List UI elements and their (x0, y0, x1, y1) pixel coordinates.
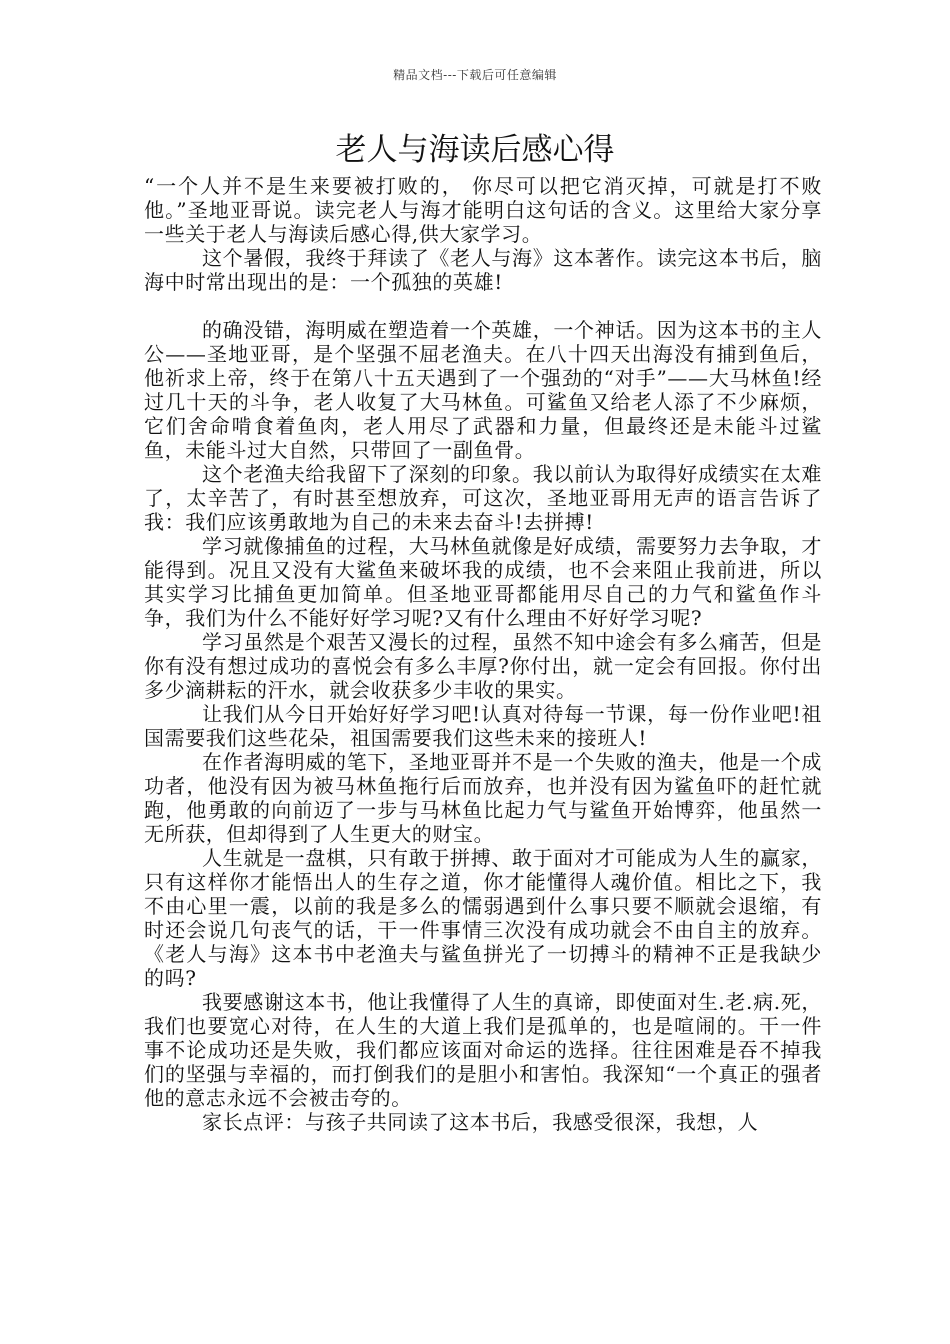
paragraph: 在作者海明威的笔下，圣地亚哥并不是一个失败的渔夫，他是一个成功者，他没有因为被马林鱼拖行后而放弃，也并没有因为鲨鱼吓的赶忙就跑，他勇敢的向前迈了一步与马林鱼比起力气与鲨鱼开始博弈，他虽然一无所获，但却得到了人生更大的财宝。 (144, 750, 822, 846)
paragraph: 学习就像捕鱼的过程，大马林鱼就像是好成绩，需要努力去争取，才能得到。况且又没有大鲨鱼来破坏我的成绩，也不会来阻止我前进，所以其实学习比捕鱼更加简单。但圣地亚哥都能用尽自己的力气和鲨鱼作斗争，我们为什么不能好好学习呢?又有什么理由不好好学习呢? (144, 534, 822, 630)
document-title: 老人与海读后感心得 (335, 132, 615, 168)
paragraph-parent-comment: 家长点评：与孩子共同读了这本书后，我感受很深，我想，人 (202, 1110, 759, 1134)
paragraph: 的确没错，海明威在塑造着一个英雄，一个神话。因为这本书的主人公——圣地亚哥，是个坚强不屈老渔夫。在八十四天出海没有捕到鱼后，他祈求上帝，终于在第八十五天遇到了一个强劲的“对手”——大马林鱼!经过几十天的斗争，老人收复了大马林鱼。可鲨鱼又给老人添了不少麻烦，它们舍命啃食着鱼肉，老人用尽了武器和力量，但最终还是未能斗过鲨鱼，未能斗过大自然，只带回了一副鱼骨。 (144, 318, 822, 462)
paragraph: 让我们从今日开始好好学习吧!认真对待每一节课，每一份作业吧!祖国需要我们这些花朵，祖国需要我们这些未来的接班人! (144, 702, 822, 750)
paragraph: 人生就是一盘棋，只有敢于拼搏、敢于面对才可能成为人生的赢家，只有这样你才能悟出人的生存之道，你才能懂得人魂价值。相比之下，我不由心里一震，以前的我是多么的懦弱遇到什么事只要不顺就会退缩，有时还会说几句丧气的话，干一件事情三次没有成功就会不由自主的放弃。《老人与海》这本书中老渔夫与鲨鱼拼光了一切搏斗的精神不正是我缺少的吗? (144, 846, 822, 990)
paragraph-gap (144, 294, 822, 318)
document-body (144, 174, 822, 1134)
paragraph-intro: “一个人并不是生来要被打败的， 你尽可以把它消灭掉，可就是打不败他。”圣地亚哥说。读完老人与海才能明白这句话的含义。这里给大家分享一些关于老人与海读后感心得,供大家学习。 (144, 174, 822, 246)
paragraph: 我要感谢这本书，他让我懂得了人生的真谛，即使面对生.老.病.死，我们也要宽心对待，在人生的大道上我们是孤单的，也是喧闹的。干一件事不论成功还是失败，我们都应该面对命运的选择。往往困难是吞不掉我们的坚强与幸福的，而打倒我们的是胆小和害怕。我深知“一个真正的强者他的意志永远不会被击夸的。 (144, 990, 822, 1110)
paragraph: 这个暑假，我终于拜读了《老人与海》这本著作。读完这本书后，脑海中时常出现出的是：一个孤独的英雄! (144, 246, 822, 294)
paragraph: 学习虽然是个艰苦又漫长的过程，虽然不知中途会有多么痛苦，但是你有没有想过成功的喜悦会有多么丰厚?你付出，就一定会有回报。你付出多少滴耕耘的汗水，就会收获多少丰收的果实。 (144, 630, 822, 702)
paragraph: 这个老渔夫给我留下了深刻的印象。我以前认为取得好成绩实在太难了，太辛苦了，有时甚至想放弃，可这次，圣地亚哥用无声的语言告诉了我：我们应该勇敢地为自己的未来去奋斗!去拼搏! (144, 462, 822, 534)
header-note: 精品文档---下载后可任意编辑 (393, 68, 557, 82)
